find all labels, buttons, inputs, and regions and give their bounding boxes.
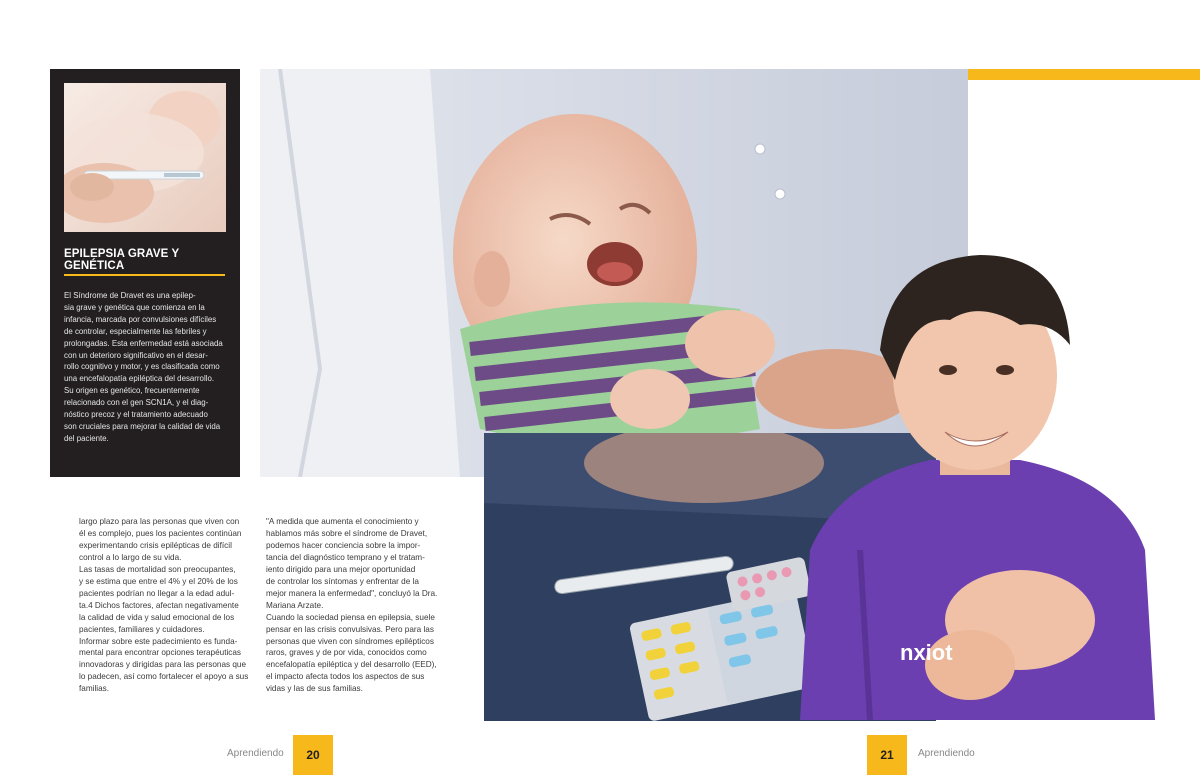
sidebar-body-line: nóstico precoz y el tratamiento adecuado [64,410,208,420]
article-line: hablamos más sobre el síndrome de Dravet, [266,528,428,538]
article-line: largo plazo para las personas que viven con [79,517,240,526]
sidebar-body [64,290,230,445]
sidebar-body-line: una encefalopatía epiléptica del desarrollo. [64,374,215,384]
article-line: control a lo largo de su vida. [79,552,182,562]
article-line: Las tasas de mortalidad son preocupantes, [79,564,236,574]
article-line: tancia del diagnóstico temprano y el tratam- [266,552,425,562]
article-line: podemos hacer conciencia sobre la impor- [266,540,421,550]
sidebar-body-line: prolongadas. Esta enfermedad está asociada [64,338,223,348]
article-line: el impacto afecta todos los aspectos de sus [266,672,425,682]
article-line: pensar en las crisis convulsivas. Pero para las [266,624,434,634]
article-column-2 [266,516,450,695]
sidebar-body-line: de controlar, especialmente las febriles y [64,326,207,336]
article-line: ta.4 Dichos factores, afectan negativamente [79,600,239,610]
sidebar-title-underline [64,274,225,276]
article-line: encefalopatía epiléptica y del desarrollo (EED), [266,660,437,670]
sidebar-body-line: relacionado con el gen SCN1A, y el diag- [64,398,209,408]
sidebar-photo-baby-thermometer [64,83,226,232]
footer-right-label: Aprendiendo [918,748,975,759]
article-column-1 [79,516,257,695]
article-line: personas que viven con síndromes epilépticos [266,636,434,646]
article-line: pacientes podrían no llegar a la edad adul- [79,588,235,598]
article-line: mejor manera la enfermedad", concluyó la Dra. [266,588,438,598]
sidebar-body-line: rollo cognitivo y motor, y es clasificada como [64,362,220,372]
article-line: vidas y las de sus familias. [266,684,363,694]
article-line: innovadoras y dirigidas para las personas que [79,660,247,670]
sidebar-body-line: El Síndrome de Dravet es una epilep- [64,291,196,300]
article-line: "A medida que aumenta el conocimiento y [266,517,419,526]
article-line: él es complejo, pues los pacientes continúan [79,528,242,538]
article-line: de controlar los síntomas y enfrentar de la [266,576,419,586]
photo-smiling-boy [800,250,1155,720]
page-number-left: 20 [293,735,333,775]
article-line: Mariana Arzate. [266,600,324,610]
article-line: raros, graves y de por vida, conocidos como [266,648,427,658]
sidebar-body-line: del paciente. [64,433,109,443]
sidebar-body-line: sia grave y genética que comienza en la [64,302,205,312]
footer-left-label: Aprendiendo [227,748,284,759]
article-line: la calidad de vida y salud emocional de los [79,612,235,622]
article-line: iento dirigido para una mejor oportunidad [266,564,416,574]
sidebar-body-line: Su origen es genético, frecuentemente [64,386,200,396]
page-number-right: 21 [867,735,907,775]
article-line: familias. [79,684,110,694]
sidebar-body-line: con un deterioro significativo en el desar- [64,350,208,360]
article-line: Informar sobre este padecimiento es funda- [79,636,238,646]
article-line: Cuando la sociedad piensa en epilepsia, suele [266,612,435,622]
article-line: pacientes, familiares y cuidadores. [79,624,205,634]
svg-text:nxiot: nxiot [900,640,953,665]
sidebar-body-line: son cruciales para mejorar la calidad de vida [64,421,221,431]
article-line: experimentando crisis epilépticas de difícil [79,540,232,550]
article-line: mental para encontrar opciones terapéuticas [79,648,242,658]
sidebar-title: EPILEPSIA GRAVE Y GENÉTICA [64,248,180,272]
article-line: lo padecen, así como fortalecer el apoyo a sus [79,672,249,682]
sidebar-body-line: infancia, marcada por convulsiones difíciles [64,314,217,324]
article-line: y se estima que entre el 4% y el 20% de los [79,576,238,586]
